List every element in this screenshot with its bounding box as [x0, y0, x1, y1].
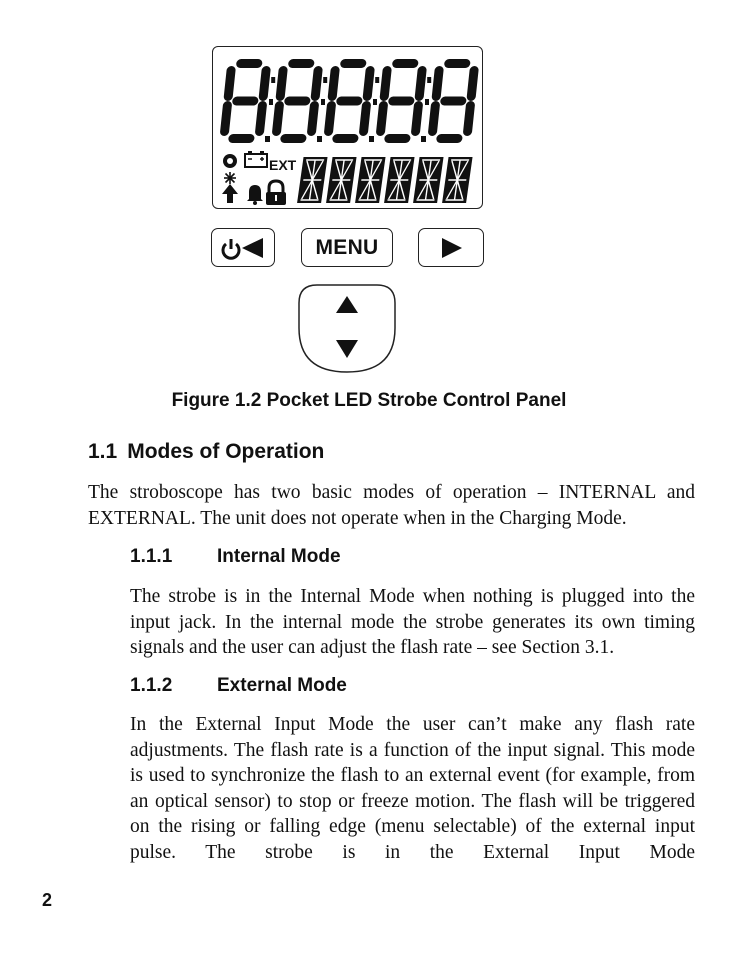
segment: [431, 66, 444, 101]
subsection-number: 1.1.1: [130, 546, 173, 567]
colon-dot: [271, 77, 275, 83]
segment: [310, 66, 323, 101]
seven-segment-digits: [219, 59, 480, 143]
subsection-title: Internal Mode: [217, 546, 341, 567]
menu-button-label: MENU: [315, 235, 379, 259]
segment: [362, 66, 375, 101]
subsection-title: External Mode: [217, 675, 347, 696]
lcd-digit: [219, 59, 272, 143]
colon-dot: [373, 99, 377, 105]
section-title: Modes of Operation: [127, 440, 325, 463]
segment: [359, 101, 372, 136]
lcd-segments: [213, 47, 484, 210]
menu-button[interactable]: [301, 228, 393, 267]
segment: [466, 66, 479, 101]
segment: [284, 97, 311, 106]
segment: [327, 66, 340, 101]
alphanumeric-segments: [297, 157, 472, 203]
segment: [258, 66, 271, 101]
segment: [444, 59, 471, 68]
segment: [428, 101, 441, 136]
segment: [307, 101, 320, 136]
segment: [440, 97, 467, 106]
segment: [392, 59, 419, 68]
flash-burst-icon: [224, 172, 236, 184]
internal-mode-paragraph: The strobe is in the Internal Mode when nothing is plugged into the input jack. In the internal mode the strobe generates its own timing signals and the user can adjust the flash rate – see Section 3.1.: [130, 586, 695, 658]
power-left-button[interactable]: [211, 228, 275, 267]
segment: [340, 59, 367, 68]
left-arrow-icon: [242, 238, 263, 258]
segment: [463, 101, 476, 136]
subsection-heading-internal: [130, 546, 341, 568]
alphanumeric-char: [297, 157, 327, 203]
figure-caption: Figure 1.2 Pocket LED Strobe Control Panel: [171, 390, 567, 411]
subsection-number: 1.1.2: [130, 675, 173, 696]
segment: [388, 97, 415, 106]
segment: [332, 134, 359, 143]
up-arrow-icon: [222, 184, 238, 203]
segment: [275, 66, 288, 101]
right-arrow-icon: [436, 233, 466, 263]
segment: [223, 66, 236, 101]
lcd-display: [212, 46, 483, 209]
alphanumeric-char: [384, 157, 414, 203]
segment: [324, 101, 337, 136]
segment: [228, 134, 255, 143]
decimal-point: [421, 136, 426, 142]
decimal-point: [265, 136, 270, 142]
battery-icon: [245, 151, 267, 167]
decimal-point: [369, 136, 374, 142]
lock-icon: [266, 181, 286, 205]
segment: [384, 134, 411, 143]
segment: [255, 101, 268, 136]
decimal-point: [317, 136, 322, 142]
segment: [220, 101, 233, 136]
segment: [236, 59, 263, 68]
colon-dot: [425, 99, 429, 105]
power-icon: [215, 233, 271, 263]
bell-icon: [247, 185, 263, 205]
right-button[interactable]: [418, 228, 484, 267]
colon-dot: [427, 77, 431, 83]
colon-dot: [375, 77, 379, 83]
subsection-heading-external: [130, 675, 347, 697]
segment: [232, 97, 259, 106]
alphanumeric-char: [442, 157, 472, 203]
ext-label: EXT: [269, 157, 297, 173]
segment: [376, 101, 389, 136]
record-icon: [223, 154, 237, 168]
segment: [280, 134, 307, 143]
section-heading: [88, 440, 324, 464]
alphanumeric-char: [326, 157, 356, 203]
colon-dot: [321, 99, 325, 105]
segment: [336, 97, 363, 106]
segment: [436, 134, 463, 143]
segment: [288, 59, 315, 68]
lcd-digit: [427, 59, 480, 143]
segment: [411, 101, 424, 136]
external-mode-paragraph: In the External Input Mode the user can’t make any flash rate adjustments. The flash rate is a function of the input signal. This mode is used to synchronize the flash to an external event (for example, from an optical sensor) to stop or freeze motion. The flash will be triggered on the rising or falling edge (menu selectable) of the external input pulse. The strobe is in the External Input Mode: [130, 714, 695, 863]
segment: [272, 101, 285, 136]
up-down-button[interactable]: [297, 283, 397, 373]
alphanumeric-char: [355, 157, 385, 203]
colon-dot: [323, 77, 327, 83]
section-intro-paragraph: The stroboscope has two basic modes of operation – INTERNAL and EXTERNAL. The unit does not operate when in the Charging Mode.: [88, 482, 695, 529]
lcd-digit: [323, 59, 376, 143]
alphanumeric-char: [413, 157, 443, 203]
page-number: 2: [42, 890, 53, 910]
colon-dot: [269, 99, 273, 105]
lcd-digit: [271, 59, 324, 143]
segment: [379, 66, 392, 101]
lcd-digit: [375, 59, 428, 143]
section-number: 1.1: [88, 440, 118, 463]
segment: [414, 66, 427, 101]
